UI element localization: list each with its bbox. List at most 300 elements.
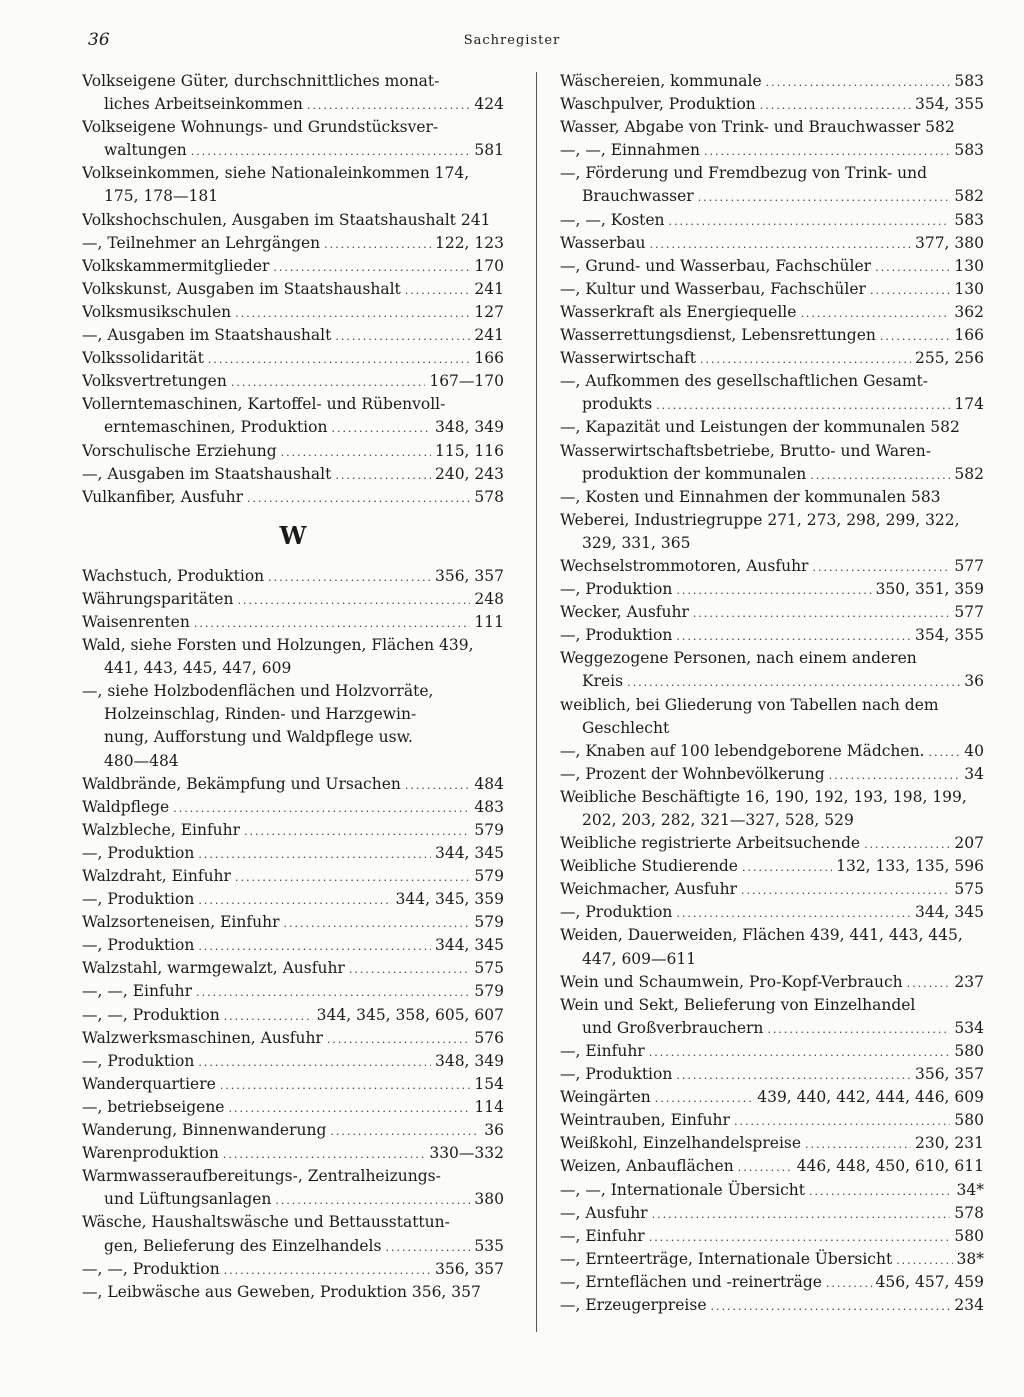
leader-dots [829, 764, 961, 786]
entry-pages: 577 [954, 556, 984, 575]
entry-pages: 36 [484, 1121, 504, 1140]
leader-dots [196, 981, 470, 1003]
entry-pages: 582 [954, 187, 984, 206]
entry-term: Wasserwirtschaftsbetriebe, Brutto- und Waren- [560, 441, 931, 460]
leader-dots [805, 1133, 911, 1155]
column-divider [536, 72, 537, 1332]
index-entry [82, 703, 504, 726]
leader-dots [809, 1180, 952, 1202]
entry-pages: 344, 345 [434, 936, 504, 955]
index-entry [82, 93, 504, 116]
entry-term: gen, Belieferung des Einzelhandels [104, 1236, 382, 1255]
entry-term: 329, 331, 365 [582, 533, 691, 552]
index-entry [82, 1119, 504, 1142]
entry-pages: 446, 448, 450, 610, 611 [796, 1157, 984, 1176]
leader-dots [711, 1295, 951, 1317]
entry-term: Weingärten [560, 1088, 651, 1107]
entry-term: weiblich, bei Gliederung von Tabellen nach dem [560, 695, 939, 714]
entry-term: Wanderung, Binnenwanderung [82, 1121, 327, 1140]
entry-pages: 154 [474, 1074, 504, 1093]
entry-term: —, Einfuhr [560, 1041, 645, 1060]
entry-term: Weibliche Studierende [560, 857, 738, 876]
section-letter-w: W [279, 520, 307, 550]
index-entry [82, 1096, 504, 1119]
index-entry [82, 888, 504, 911]
entry-term: Weberei, Industriegruppe 271, 273, 298, 299, 322, [560, 510, 960, 529]
entry-pages: 575 [954, 880, 984, 899]
index-entry [560, 139, 984, 162]
entry-term: produktion der kommunalen [582, 464, 807, 483]
index-entry [82, 565, 504, 588]
leader-dots [224, 1005, 313, 1027]
leader-dots [284, 912, 471, 934]
entry-pages: 34 [964, 764, 984, 783]
entry-term: Wasserbau [560, 233, 646, 252]
leader-dots [208, 348, 471, 370]
entry-term: —, Kapazität und Leistungen der kommunalen 582 [560, 418, 960, 437]
index-entry [82, 842, 504, 865]
entry-term: —, Aufkommen des gesellschaftlichen Gesamt- [560, 372, 928, 391]
leader-dots [385, 1236, 470, 1258]
leader-dots [198, 843, 431, 865]
leader-dots [812, 556, 950, 578]
leader-dots [349, 958, 471, 980]
index-entry [560, 509, 984, 532]
leader-dots [929, 741, 961, 763]
leader-dots [741, 879, 950, 901]
entry-term: —, Knaben auf 100 lebendgeborene Mädchen. [560, 741, 925, 760]
index-entry [82, 1165, 504, 1188]
entry-term: —, Produktion [82, 890, 195, 909]
index-entry [82, 1073, 504, 1096]
leader-dots [870, 279, 950, 301]
entry-pages: 380 [474, 1190, 504, 1209]
entry-pages: 166 [474, 349, 504, 368]
index-entry [82, 634, 504, 657]
index-entry [82, 796, 504, 819]
leader-dots [800, 302, 950, 324]
leader-dots [335, 464, 431, 486]
entry-pages: 230, 231 [914, 1134, 984, 1153]
entry-term: nung, Aufforstung und Waldpflege usw. [104, 728, 413, 747]
leader-dots [698, 186, 951, 208]
index-entry [82, 278, 504, 301]
entry-pages: 127 [474, 302, 504, 321]
leader-dots [231, 371, 426, 393]
entry-pages: 354, 355 [914, 95, 984, 114]
index-entry [82, 819, 504, 842]
leader-dots [220, 1074, 471, 1096]
index-entry [82, 255, 504, 278]
leader-dots [198, 935, 431, 957]
entry-term: —, —, Produktion [82, 1259, 220, 1278]
entry-term: —, Teilnehmer an Lehrgängen [82, 233, 321, 252]
leader-dots [693, 602, 951, 624]
entry-pages: 580 [954, 1111, 984, 1130]
entry-pages: 579 [474, 820, 504, 839]
index-entry [560, 486, 984, 509]
index-entry [82, 957, 504, 980]
leader-dots [335, 325, 470, 347]
index-entry [560, 463, 984, 486]
entry-term: —, Produktion [560, 1065, 673, 1084]
entry-term: Volkseigene Güter, durchschnittliches monat- [82, 72, 440, 90]
entry-pages: 580 [954, 1226, 984, 1245]
entry-pages: 38* [956, 1249, 984, 1268]
index-entry [560, 901, 984, 924]
entry-term: —, —, Produktion [82, 1005, 220, 1024]
index-entry [560, 786, 984, 809]
leader-dots [810, 464, 950, 486]
index-entry [82, 232, 504, 255]
index-entry [82, 1258, 504, 1281]
index-entry [560, 763, 984, 786]
entry-term: Holzeinschlag, Rinden- und Harzgewin- [104, 705, 417, 724]
entry-pages: 350, 351, 359 [875, 580, 984, 599]
leader-dots [330, 1120, 480, 1142]
entry-term: Wein und Sekt, Belieferung von Einzelhandel [560, 995, 916, 1014]
leader-dots [331, 417, 431, 439]
index-entry [560, 1225, 984, 1248]
entry-term: Weichmacher, Ausfuhr [560, 880, 738, 899]
entry-term: —, Förderung und Fremdbezug von Trink- und [560, 164, 928, 183]
index-entry [82, 934, 504, 957]
entry-term: liches Arbeitseinkommen [104, 95, 303, 114]
entry-term: —, siehe Holzbodenflächen und Holzvorräte, [82, 682, 434, 701]
entry-pages: 456, 457, 459 [875, 1272, 984, 1291]
entry-term: Wanderquartiere [82, 1074, 216, 1093]
entry-term: Währungsparitäten [82, 589, 234, 608]
index-entry [560, 209, 984, 232]
index-entry [560, 1086, 984, 1109]
entry-term: Weißkohl, Einzelhandelspreise [560, 1134, 802, 1153]
entry-pages: 534 [954, 1018, 984, 1037]
entry-term: —, —, Einnahmen [560, 141, 701, 160]
entry-pages: 580 [954, 1041, 984, 1060]
entry-term: Weibliche Beschäftigte 16, 190, 192, 193, 198, 199, [560, 787, 967, 806]
leader-dots [235, 302, 470, 324]
entry-term: Wald, siehe Forsten und Holzungen, Flächen 439, [82, 636, 474, 655]
entry-pages: 356, 357 [914, 1065, 984, 1084]
entry-term: und Großverbrauchern [582, 1018, 764, 1037]
entry-term: Volkshochschulen, Ausgaben im Staatshaushalt 241 [82, 210, 491, 229]
entry-term: —, Produktion [82, 936, 195, 955]
index-entry [82, 324, 504, 347]
index-entry [82, 865, 504, 888]
leader-dots [307, 94, 471, 116]
entry-pages: 248 [474, 589, 504, 608]
leader-dots [652, 1203, 951, 1225]
index-entry [560, 1179, 984, 1202]
index-column-left [82, 70, 504, 1304]
entry-term: Vollerntemaschinen, Kartoffel- und Rübenvoll- [82, 395, 446, 414]
leader-dots [875, 256, 950, 278]
entry-pages: 535 [474, 1236, 504, 1255]
index-block-v [82, 70, 504, 509]
entry-term: —, —, Einfuhr [82, 982, 193, 1001]
entry-pages: 234 [954, 1295, 984, 1314]
index-entry [560, 301, 984, 324]
entry-term: Walzdraht, Einfuhr [82, 867, 231, 885]
leader-dots [766, 71, 951, 93]
entry-term: —, Grund- und Wasserbau, Fachschüler [560, 256, 872, 275]
entry-term: —, Ausgaben im Staatshaushalt [82, 464, 332, 483]
entry-term: Wachstuch, Produktion [82, 566, 265, 585]
index-entry [560, 1202, 984, 1225]
entry-term: Volkskunst, Ausgaben im Staatshaushalt [82, 279, 401, 298]
entry-pages: 575 [474, 959, 504, 978]
entry-term: —, Produktion [560, 626, 673, 645]
leader-dots [669, 210, 951, 232]
leader-dots [880, 325, 951, 347]
entry-term: Walzbleche, Einfuhr [82, 820, 241, 839]
leader-dots [224, 1259, 431, 1281]
entry-term: —, Kultur und Wasserbau, Fachschüler [560, 279, 866, 298]
entry-pages: 579 [474, 982, 504, 1001]
entry-term: —, Ernteerträge, Internationale Übersicht [560, 1249, 893, 1268]
entry-pages: 241 [474, 326, 504, 345]
leader-dots [405, 774, 471, 796]
entry-term: Walzstahl, warmgewalzt, Ausfuhr [82, 959, 345, 978]
entry-term: —, —, Internationale Übersicht [560, 1180, 806, 1199]
entry-pages: 130 [954, 256, 984, 275]
index-entry [82, 726, 504, 749]
leader-dots [281, 441, 431, 463]
entry-term: Waisenrenten [82, 612, 190, 631]
index-entry [82, 657, 504, 680]
entry-term: Volkseigene Wohnungs- und Grundstücksver- [82, 118, 439, 137]
leader-dots [738, 1156, 793, 1178]
leader-dots [173, 797, 470, 819]
entry-pages: 40 [964, 741, 984, 760]
index-entry [560, 717, 984, 740]
index-entry [560, 255, 984, 278]
entry-term: und Lüftungsanlagen [104, 1190, 272, 1209]
index-entry [560, 116, 984, 139]
entry-pages: 170 [474, 256, 504, 275]
index-entry [82, 588, 504, 611]
entry-term: Wäschereien, kommunale [560, 72, 762, 90]
entry-term: 175, 178—181 [104, 187, 219, 206]
index-entry [82, 70, 504, 93]
leader-dots [767, 1018, 950, 1040]
index-entry [560, 440, 984, 463]
index-entry [560, 1109, 984, 1132]
index-entry [560, 1155, 984, 1178]
entry-term: Wasserwirtschaft [560, 349, 697, 368]
entry-term: Warenproduktion [82, 1144, 219, 1163]
leader-dots [223, 1143, 425, 1165]
index-entry [82, 1188, 504, 1211]
entry-pages: 377, 380 [914, 233, 984, 252]
entry-term: Waldbrände, Bekämpfung und Ursachen [82, 774, 401, 793]
index-entry [82, 463, 504, 486]
index-entry [560, 185, 984, 208]
entry-pages: 439, 440, 442, 444, 446, 609 [757, 1088, 984, 1107]
leader-dots [275, 1189, 470, 1211]
entry-pages: 484 [474, 774, 504, 793]
entry-pages: 207 [954, 834, 984, 853]
entry-term: Vulkanfiber, Ausfuhr [82, 487, 243, 506]
entry-pages: 348, 349 [434, 418, 504, 437]
entry-pages: 424 [474, 95, 504, 114]
entry-pages: 166 [954, 326, 984, 345]
index-entry [560, 832, 984, 855]
entry-pages: 237 [954, 972, 984, 991]
index-entry [560, 878, 984, 901]
entry-pages: 167—170 [429, 372, 504, 391]
entry-pages: 579 [474, 867, 504, 885]
leader-dots [760, 94, 911, 116]
entry-pages: 344, 345 [434, 843, 504, 862]
index-entry [560, 809, 984, 832]
entry-pages: 583 [954, 72, 984, 90]
entry-term: —, Ernteflächen und -reinerträge [560, 1272, 822, 1291]
entry-term: —, —, Kosten [560, 210, 665, 229]
index-entry [82, 301, 504, 324]
entry-pages: 330—332 [429, 1144, 504, 1163]
entry-term: Wein und Schaumwein, Pro-Kopf-Verbrauch [560, 972, 903, 991]
leader-dots [268, 566, 431, 588]
index-entry [560, 740, 984, 763]
index-entry [82, 347, 504, 370]
leader-dots [327, 1028, 471, 1050]
entry-term: Weizen, Anbauflächen [560, 1157, 734, 1176]
leader-dots [237, 589, 470, 611]
index-entry [560, 70, 984, 93]
leader-dots [194, 612, 471, 634]
index-entry [82, 911, 504, 934]
entry-term: Waschpulver, Produktion [560, 95, 756, 114]
leader-dots [700, 348, 911, 370]
entry-pages: 34* [956, 1180, 984, 1199]
leader-dots [247, 487, 470, 509]
entry-term: Weintrauben, Einfuhr [560, 1111, 730, 1130]
entry-term: erntemaschinen, Produktion [104, 418, 328, 437]
index-entry [82, 1211, 504, 1234]
entry-term: —, Ausfuhr [560, 1203, 648, 1222]
entry-term: —, Kosten und Einnahmen der kommunalen 583 [560, 487, 941, 506]
entry-term: Waldpflege [82, 797, 170, 816]
index-entry [82, 370, 504, 393]
entry-pages: 132, 133, 135, 596 [836, 857, 984, 876]
entry-pages: 255, 256 [914, 349, 984, 368]
leader-dots [244, 820, 470, 842]
index-entry [82, 440, 504, 463]
entry-pages: 241 [474, 279, 504, 298]
leader-dots [676, 625, 911, 647]
index-entry [560, 324, 984, 347]
index-entry [560, 624, 984, 647]
entry-term: —, Ausgaben im Staatshaushalt [82, 326, 332, 345]
leader-dots [235, 866, 470, 888]
index-entry [82, 750, 504, 773]
entry-term: Volkssolidarität [82, 349, 204, 368]
entry-term: Weggezogene Personen, nach einem anderen [560, 649, 917, 668]
index-entry [560, 694, 984, 717]
entry-pages: 578 [954, 1203, 984, 1222]
index-entry [560, 670, 984, 693]
entry-pages: 174 [954, 395, 984, 414]
entry-pages: 344, 345, 359 [395, 890, 504, 909]
entry-term: —, Erzeugerpreise [560, 1295, 707, 1314]
index-entry [82, 773, 504, 796]
entry-pages: 354, 355 [914, 626, 984, 645]
entry-term: —, Produktion [82, 1051, 195, 1070]
entry-term: Walzsorteneisen, Einfuhr [82, 913, 280, 932]
leader-dots [405, 279, 471, 301]
index-entry [560, 1294, 984, 1317]
entry-term: Geschlecht [582, 718, 670, 737]
entry-term: Wasserkraft als Energiequelle [560, 302, 797, 321]
index-entry [560, 555, 984, 578]
index-entry [82, 116, 504, 139]
entry-term: Wäsche, Haushaltswäsche und Bettausstattun- [82, 1213, 450, 1232]
entry-pages: 36 [964, 672, 984, 691]
leader-dots [649, 233, 911, 255]
index-entry [560, 647, 984, 670]
index-entry [560, 278, 984, 301]
index-entry [82, 162, 504, 185]
index-block-w [82, 565, 504, 1304]
entry-term: Weibliche registrierte Arbeitsuchende [560, 834, 861, 853]
entry-pages: 577 [954, 603, 984, 622]
index-entry [82, 1281, 504, 1304]
entry-pages: 578 [474, 487, 504, 506]
leader-dots [742, 856, 832, 878]
entry-term: Wecker, Ausfuhr [560, 603, 689, 622]
leader-dots [907, 972, 951, 994]
page-number: 36 [88, 30, 110, 50]
index-entry [82, 1004, 504, 1027]
entry-term: Vorschulische Erziehung [82, 441, 277, 460]
entry-pages: 582 [954, 464, 984, 483]
index-entry [82, 1142, 504, 1165]
entry-term: Wasserrettungsdienst, Lebensrettungen [560, 326, 876, 345]
entry-term: Kreis [582, 672, 624, 691]
index-entry [82, 486, 504, 509]
index-entry [560, 1132, 984, 1155]
index-entry [560, 924, 984, 947]
index-entry [82, 209, 504, 232]
index-entry [560, 532, 984, 555]
leader-dots [676, 579, 871, 601]
entry-term: —, Leibwäsche aus Geweben, Produktion 356, 357 [82, 1282, 481, 1301]
leader-dots [704, 140, 950, 162]
index-entry [560, 948, 984, 971]
leader-dots [734, 1110, 950, 1132]
entry-pages: 114 [474, 1097, 504, 1116]
entry-term: —, betriebseigene [82, 1097, 225, 1116]
leader-dots [676, 902, 911, 924]
entry-term: 441, 443, 445, 447, 609 [104, 659, 292, 678]
index-entry [560, 347, 984, 370]
index-entry [560, 370, 984, 393]
entry-term: Volkskammermitglieder [82, 256, 270, 275]
index-entry [82, 393, 504, 416]
entry-term: waltungen [104, 141, 187, 160]
entry-term: —, Produktion [560, 580, 673, 599]
entry-pages: 356, 357 [434, 566, 504, 585]
entry-term: —, Produktion [82, 843, 195, 862]
leader-dots [896, 1249, 952, 1271]
entry-pages: 344, 345 [914, 903, 984, 922]
entry-term: Weiden, Dauerweiden, Flächen 439, 441, 443, 445, [560, 926, 963, 945]
index-entry [560, 93, 984, 116]
entry-term: 480—484 [104, 751, 179, 770]
entry-term: Volksvertretungen [82, 372, 227, 391]
index-entry [82, 139, 504, 162]
